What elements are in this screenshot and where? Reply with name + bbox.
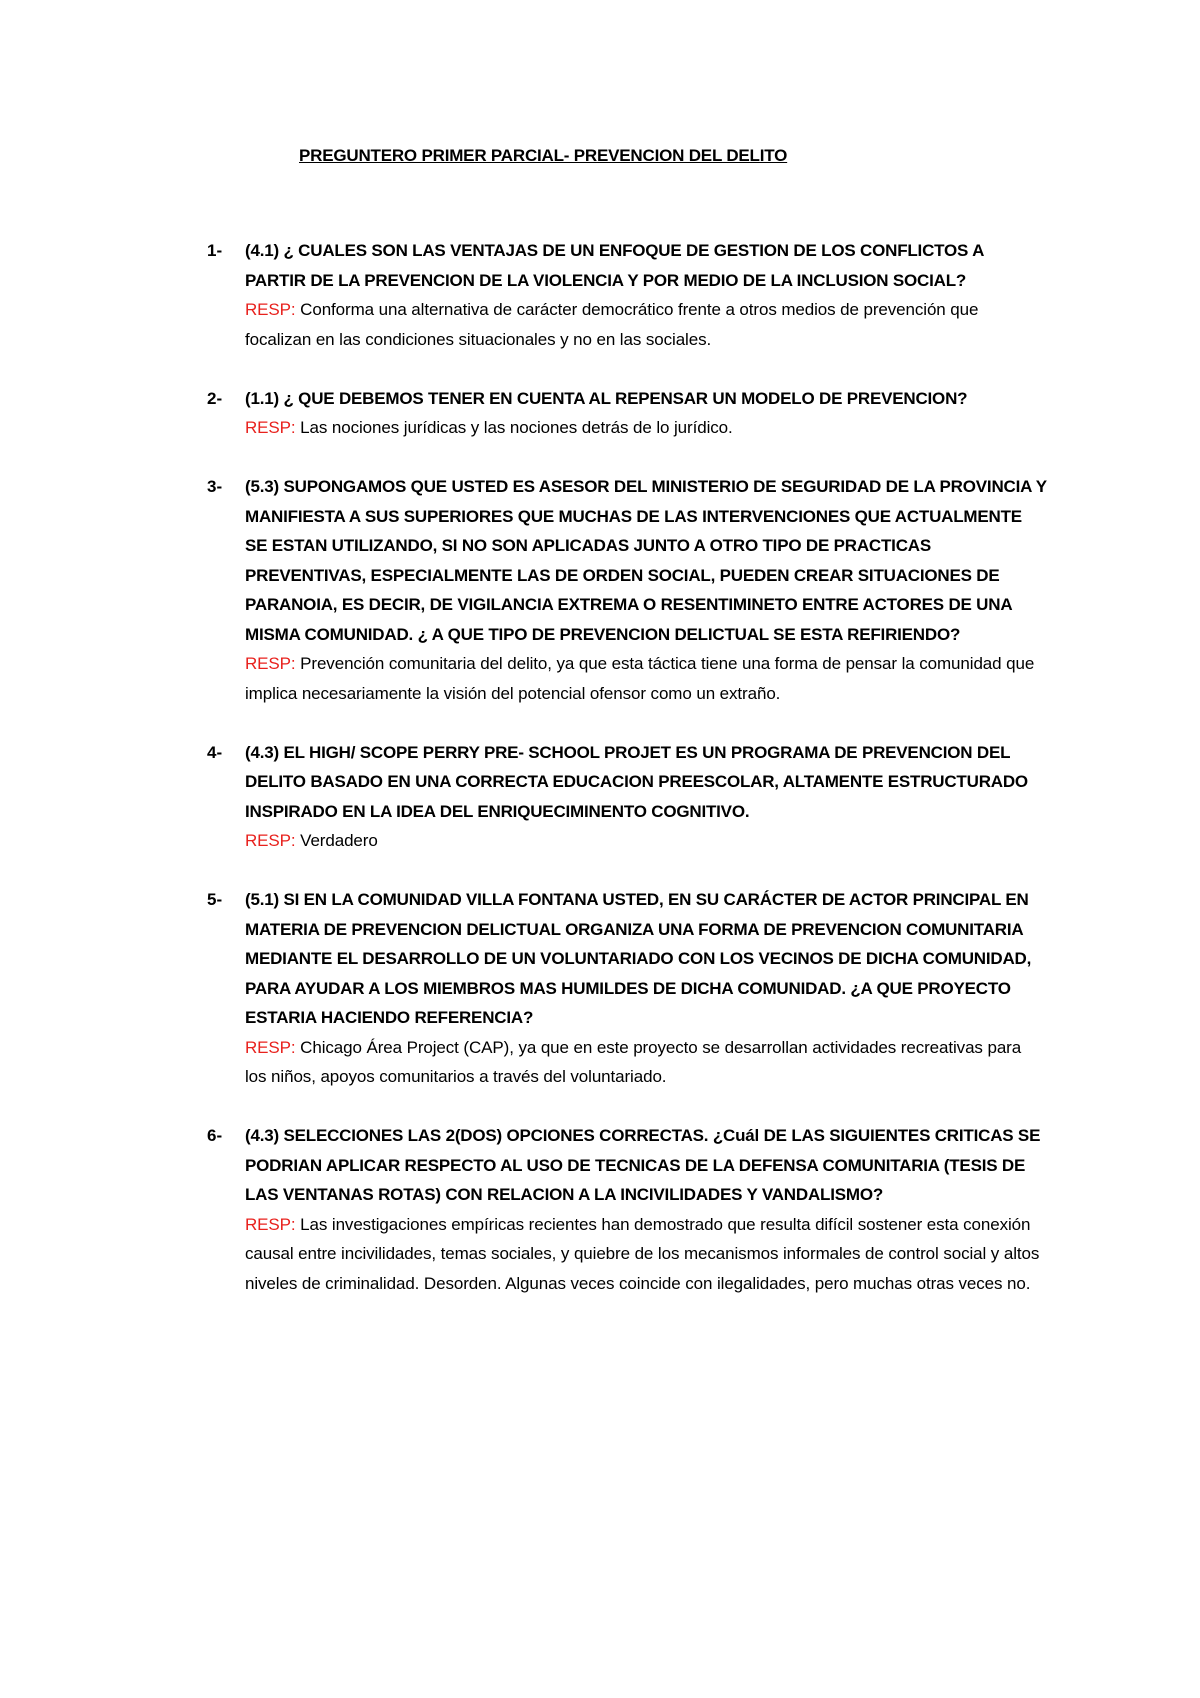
answer: [245, 295, 1047, 354]
question-number: 2-: [207, 388, 223, 408]
answer: [245, 1210, 1047, 1299]
question-text: (5.1) SI EN LA COMUNIDAD VILLA FONTANA USTED, EN SU CARÁCTER DE ACTOR PRINCIPAL EN MATERIA DE PREVENCION DELICTUAL ORGANIZA UNA FORMA DE PREVENCION COMUNITARIA MEDIANTE EL DESARROLLO DE UN VOLUNTARIADO CON LOS VECINOS DE DICHA COMUNIDAD, PARA AYUDAR A LOS MIEMBROS MAS HUMILDES DE DICHA COMUNIDAD. ¿A QUE PROYECTO ESTARIA HACIENDO REFERENCIA?: [245, 890, 1032, 1027]
question-text: (1.1) ¿ QUE DEBEMOS TENER EN CUENTA AL REPENSAR UN MODELO DE PREVENCION?: [245, 388, 968, 408]
question-item-1: [207, 236, 1047, 354]
answer-text: Prevención comunitaria del delito, ya que esta táctica tiene una forma de pensar la comunidad que implica necesariamente la visión del potencial ofensor como un extraño.: [245, 654, 1035, 703]
answer-text: Las nociones jurídicas y las nociones detrás de lo jurídico.: [300, 418, 733, 437]
question-number: 3-: [207, 477, 223, 496]
question-number: 5-: [207, 890, 223, 909]
question-text: (4.1) ¿ CUALES SON LAS VENTAJAS DE UN ENFOQUE DE GESTION DE LOS CONFLICTOS A PARTIR DE LA PREVENCION DE LA VIOLENCIA Y POR MEDIO DE LA INCLUSION SOCIAL?: [245, 241, 984, 290]
question-item-6: [207, 1121, 1047, 1298]
answer: [245, 826, 1047, 856]
resp-label: RESP:: [245, 1214, 296, 1234]
resp-label: RESP:: [245, 300, 296, 319]
answer-text: Conforma una alternativa de carácter democrático frente a otros medios de prevención que focalizan en las condiciones situacionales y no en las sociales.: [245, 300, 979, 349]
answer-text: Chicago Área Project (CAP), ya que en este proyecto se desarrollan actividades recreativas para los niños, apoyos comunitarios a través del voluntariado.: [245, 1037, 1022, 1086]
resp-label: RESP:: [245, 1037, 296, 1057]
resp-label: RESP:: [245, 831, 296, 850]
question-item-3: [207, 472, 1047, 708]
question-item-5: [207, 885, 1047, 1092]
answer: [245, 1033, 1047, 1092]
answer: [245, 649, 1047, 708]
resp-label: RESP:: [245, 654, 296, 673]
document-title: PREGUNTERO PRIMER PARCIAL- PREVENCION DEL DELITO: [299, 146, 788, 165]
question-number: 4-: [207, 742, 223, 762]
question-item-2: [207, 384, 1047, 443]
answer-text: Verdadero: [300, 831, 378, 850]
question-list: [207, 236, 1047, 1328]
resp-label: RESP:: [245, 418, 296, 437]
question-text: (5.3) SUPONGAMOS QUE USTED ES ASESOR DEL MINISTERIO DE SEGURIDAD DE LA PROVINCIA Y MANIFIESTA A SUS SUPERIORES QUE MUCHAS DE LAS INTERVENCIONES QUE ACTUALMENTE SE ESTAN UTILIZANDO, SI NO SON APLICADAS JUNTO A OTRO TIPO DE PRACTICAS PREVENTIVAS, ESPECIALMENTE LAS DE ORDEN SOCIAL, PUEDEN CREAR SITUACIONES DE PARANOIA, ES DECIR, DE VIGILANCIA EXTREMA O RESENTIMINETO ENTRE ACTORES DE UNA MISMA COMUNIDAD. ¿ A QUE TIPO DE PREVENCION DELICTUAL SE ESTA REFIRIENDO?: [245, 477, 1047, 644]
answer-text: Las investigaciones empíricas recientes han demostrado que resulta difícil sostener esta conexión causal entre incivilidades, temas sociales, y quiebre de los mecanismos informales de control social y altos niveles de criminalidad. Desorden. Algunas veces coincide con ilegalidades, pero muchas otras veces no.: [245, 1214, 1040, 1293]
question-text: (4.3) SELECCIONES LAS 2(DOS) OPCIONES CORRECTAS. ¿Cuál DE LAS SIGUIENTES CRITICAS SE PODRIAN APLICAR RESPECTO AL USO DE TECNICAS DE LA DEFENSA COMUNITARIA (TESIS DE LAS VENTANAS ROTAS) CON RELACION A LA INCIVILIDADES Y VANDALISMO?: [245, 1126, 1041, 1204]
question-number: 1-: [207, 241, 223, 260]
question-item-4: [207, 738, 1047, 856]
question-text: (4.3) EL HIGH/ SCOPE PERRY PRE- SCHOOL PROJET ES UN PROGRAMA DE PREVENCION DEL DELITO BASADO EN UNA CORRECTA EDUCACION PREESCOLAR, ALTAMENTE ESTRUCTURADO INSPIRADO EN LA IDEA DEL ENRIQUECIMINENTO COGNITIVO.: [245, 742, 1028, 821]
question-number: 6-: [207, 1126, 223, 1145]
answer: [245, 413, 1047, 443]
